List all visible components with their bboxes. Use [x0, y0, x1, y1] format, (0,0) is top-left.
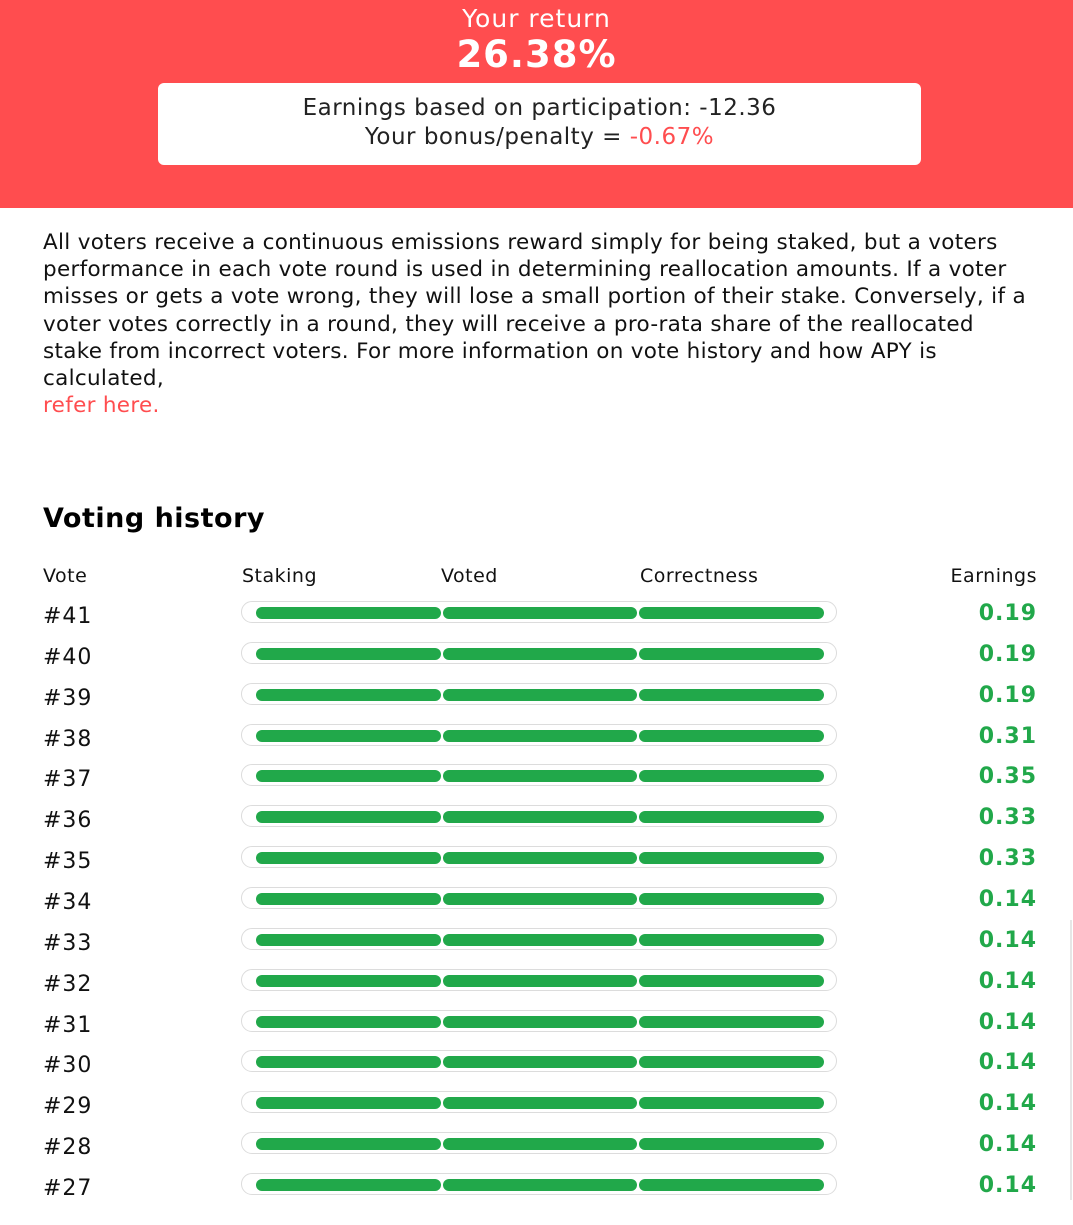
vote-number: #31: [43, 1012, 93, 1038]
vote-number: #33: [43, 930, 93, 956]
voting-description: [43, 229, 1033, 419]
staking-segment: [256, 1179, 441, 1191]
vote-number: #38: [43, 726, 93, 752]
return-title: Your return: [462, 4, 611, 33]
participation-bar: [241, 887, 837, 909]
column-header-vote: Vote: [43, 565, 88, 587]
vote-number: #29: [43, 1094, 93, 1120]
correctness-segment: [639, 1056, 824, 1068]
voted-segment: [443, 770, 637, 782]
voted-segment: [443, 1016, 637, 1028]
participation-bar: [241, 1173, 837, 1195]
participation-bar: [241, 1010, 837, 1032]
vote-number: #35: [43, 849, 93, 875]
earnings-value: 0.33: [978, 805, 1037, 831]
vote-number: #34: [43, 889, 93, 915]
correctness-segment: [639, 607, 824, 619]
column-header-earnings: Earnings: [950, 565, 1037, 587]
earnings-value: 0.14: [978, 968, 1037, 994]
return-value: 26.38%: [456, 33, 617, 76]
earnings-value: 0.14: [978, 886, 1037, 912]
participation-bar: [241, 969, 837, 991]
earnings-value: 0.33: [978, 846, 1037, 872]
earnings-value: 0.14: [978, 1050, 1037, 1076]
bonus-penalty-line: [158, 124, 921, 150]
staking-segment: [256, 607, 441, 619]
participation-bar: [241, 642, 837, 664]
earnings-value: 0.14: [978, 1132, 1037, 1158]
correctness-segment: [639, 852, 824, 864]
staking-segment: [256, 975, 441, 987]
staking-segment: [256, 770, 441, 782]
staking-segment: [256, 730, 441, 742]
correctness-segment: [639, 770, 824, 782]
column-header-staking: Staking: [242, 565, 318, 587]
participation-bar: [241, 683, 837, 705]
earnings-summary-card: [158, 83, 921, 165]
correctness-segment: [639, 1138, 824, 1150]
earnings-value: 0.19: [978, 682, 1037, 708]
earnings-value: 0.14: [978, 1009, 1037, 1035]
vote-number: #32: [43, 971, 93, 997]
vote-number: #37: [43, 767, 93, 793]
staking-segment: [256, 689, 441, 701]
voted-segment: [443, 1179, 637, 1191]
voted-segment: [443, 934, 637, 946]
return-summary-banner: [0, 0, 1073, 208]
vote-number: #30: [43, 1053, 93, 1079]
voted-segment: [443, 852, 637, 864]
earnings-value: 0.19: [978, 601, 1037, 626]
voting-history-title: Voting history: [43, 503, 265, 534]
participation-bar: [241, 1132, 837, 1154]
staking-segment: [256, 648, 441, 660]
participation-bar: [241, 846, 837, 868]
staking-segment: [256, 1056, 441, 1068]
correctness-segment: [639, 975, 824, 987]
table-row: [0, 1172, 1073, 1225]
voted-segment: [443, 893, 637, 905]
correctness-segment: [639, 893, 824, 905]
vote-number: #40: [43, 644, 93, 670]
description-text: All voters receive a continuous emissions reward simply for being staked, but a voters performance in each vote round is used in determining reallocation amounts. If a voter misses or gets a vote wrong, they will lose a small portion of their stake. Conversely, if a voter votes correctly in a round, they will receive a pro-rata share of the reallocated stake from incorrect voters. For more information on vote history and how APY is calculated,: [43, 230, 1026, 392]
earnings-participation: Earnings based on participation: -12.36: [302, 95, 777, 121]
column-header-voted: Voted: [441, 565, 498, 587]
staking-segment: [256, 852, 441, 864]
voted-segment: [443, 1138, 637, 1150]
correctness-segment: [639, 730, 824, 742]
bonus-penalty-label: Your bonus/penalty =: [364, 124, 630, 150]
participation-bar: [241, 724, 837, 746]
earnings-value: 0.14: [978, 1091, 1037, 1117]
correctness-segment: [639, 934, 824, 946]
voted-segment: [443, 689, 637, 701]
staking-segment: [256, 934, 441, 946]
correctness-segment: [639, 648, 824, 660]
participation-bar: [241, 601, 837, 623]
refer-here-link[interactable]: refer here.: [43, 393, 160, 419]
staking-segment: [256, 1138, 441, 1150]
correctness-segment: [639, 1016, 824, 1028]
vote-number: #36: [43, 808, 93, 834]
earnings-value: 0.19: [978, 641, 1037, 667]
correctness-segment: [639, 811, 824, 823]
column-header-correctness: Correctness: [640, 565, 759, 587]
participation-bar: [241, 1091, 837, 1113]
staking-segment: [256, 1016, 441, 1028]
correctness-segment: [639, 689, 824, 701]
voted-segment: [443, 648, 637, 660]
vote-number: #28: [43, 1135, 93, 1161]
participation-bar: [241, 1050, 837, 1072]
bonus-penalty-value: -0.67%: [629, 124, 715, 150]
scrollbar[interactable]: [1070, 920, 1072, 1200]
participation-bar: [241, 928, 837, 950]
vote-number: #39: [43, 685, 93, 711]
voted-segment: [443, 607, 637, 619]
participation-bar: [241, 805, 837, 827]
vote-number: #27: [43, 1175, 93, 1201]
participation-bar: [241, 764, 837, 786]
earnings-value: 0.31: [978, 723, 1037, 749]
voted-segment: [443, 730, 637, 742]
correctness-segment: [639, 1179, 824, 1191]
voted-segment: [443, 811, 637, 823]
earnings-value: 0.14: [978, 927, 1037, 953]
staking-segment: [256, 893, 441, 905]
earnings-value: 0.14: [978, 1172, 1037, 1198]
correctness-segment: [639, 1097, 824, 1109]
voted-segment: [443, 1097, 637, 1109]
voted-segment: [443, 1056, 637, 1068]
staking-segment: [256, 1097, 441, 1109]
voted-segment: [443, 975, 637, 987]
earnings-value: 0.35: [978, 764, 1037, 790]
staking-segment: [256, 811, 441, 823]
vote-number: #41: [43, 604, 93, 629]
